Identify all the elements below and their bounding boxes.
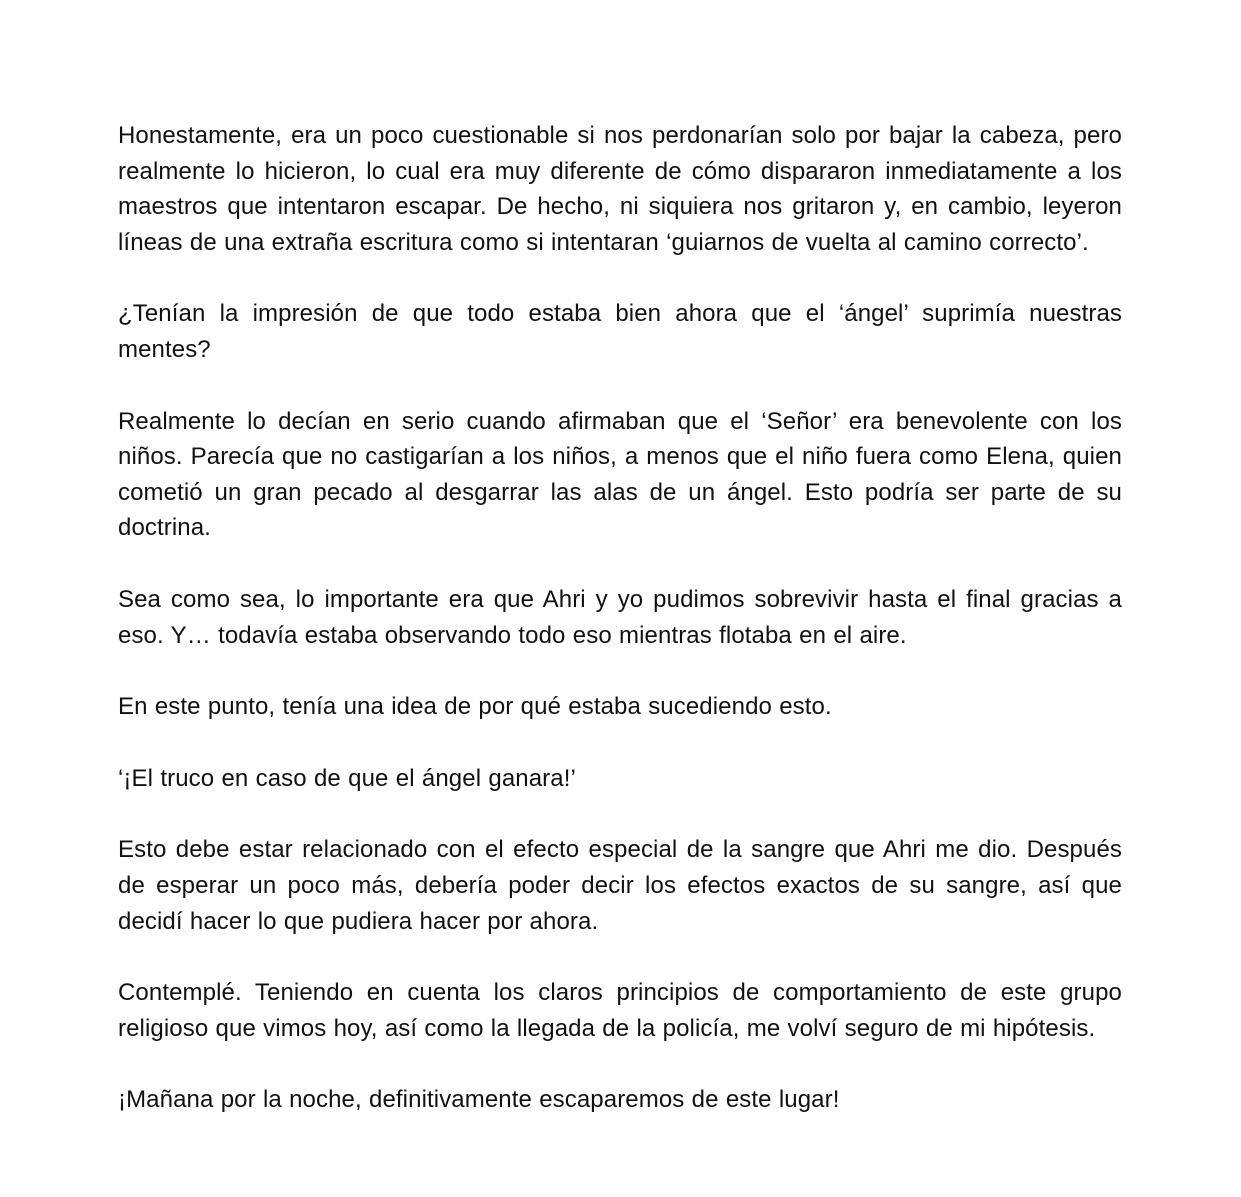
- document-body: [118, 118, 1122, 1118]
- paragraph: Sea como sea, lo importante era que Ahri y yo pudimos sobrevivir hasta el final gracias a eso. Y… todavía estaba observando todo eso mientras flotaba en el aire.: [118, 585, 1122, 649]
- paragraph: Realmente lo decían en serio cuando afirmaban que el ‘Señor’ era benevolente con los niños. Parecía que no castigarían a los niños, a menos que el niño fuera como Elena, quien cometió un gran pecado al desgarrar las alas de un ángel. Esto podría ser parte de su doctrina.: [118, 407, 1122, 542]
- paragraph: ¡Mañana por la noche, definitivamente escaparemos de este lugar!: [118, 1086, 840, 1114]
- paragraph: ¿Tenían la impresión de que todo estaba bien ahora que el ‘ángel’ suprimía nuestras mentes?: [118, 300, 1122, 363]
- paragraph: En este punto, tenía una idea de por qué estaba sucediendo esto.: [118, 693, 832, 721]
- paragraph: ‘¡El truco en caso de que el ángel ganara!’: [118, 764, 576, 792]
- paragraph: Contemplé. Teniendo en cuenta los claros principios de comportamiento de este grupo religioso que vimos hoy, así como la llegada de la policía, me volví seguro de mi hipótesis.: [118, 979, 1122, 1042]
- paragraph: Esto debe estar relacionado con el efecto especial de la sangre que Ahri me dio. Después de esperar un poco más, debería poder decir los efectos exactos de su sangre, así que decidí hacer lo que pudiera hacer por ahora.: [118, 836, 1122, 935]
- paragraph: Honestamente, era un poco cuestionable si nos perdonarían solo por bajar la cabeza, pero realmente lo hicieron, lo cual era muy diferente de cómo dispararon inmediatamente a los maestros que intentaron escapar. De hecho, ni siquiera nos gritaron y, en cambio, leyeron líneas de una extraña escritura como si intentaran ‘guiarnos de vuelta al camino correcto’.: [118, 122, 1122, 256]
